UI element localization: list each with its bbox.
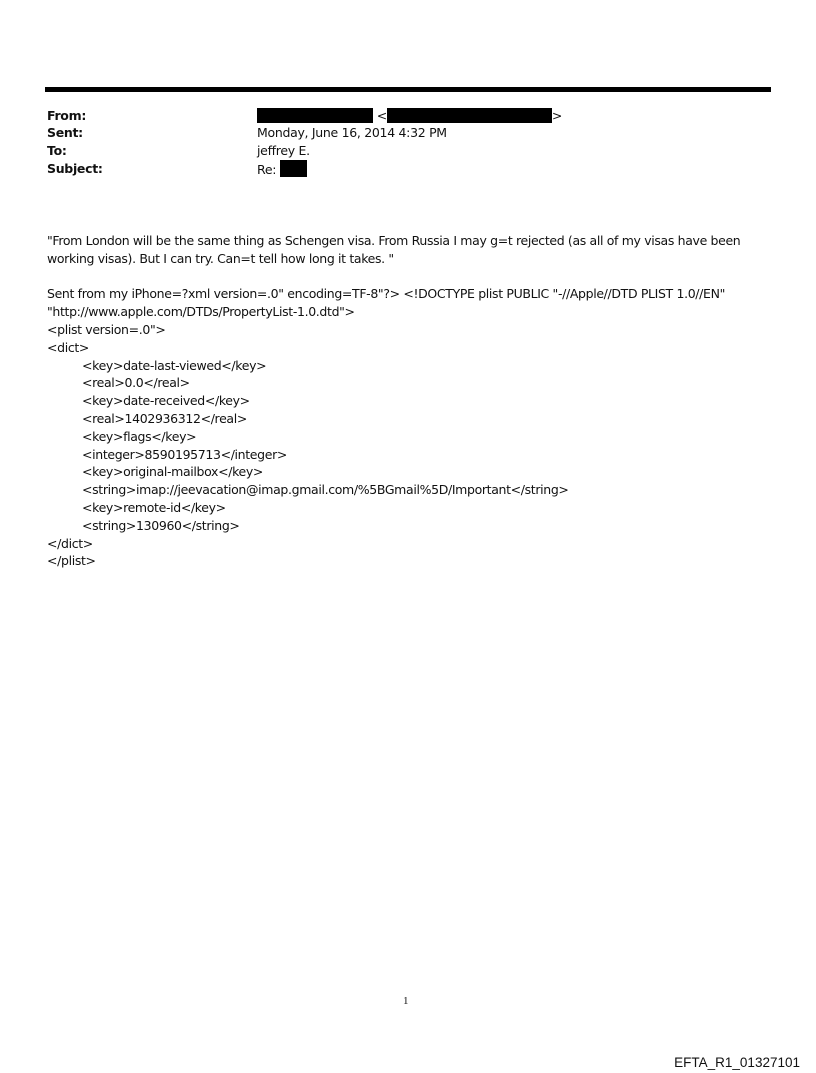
sent-value: Monday, June 16, 2014 4:32 PM bbox=[257, 125, 447, 140]
body-line: Sent from my iPhone=?xml version=.0" encoding=TF-8"?> <!DOCTYPE plist PUBLIC "-//Apple//DTD PLIST 1.0//EN" bbox=[47, 286, 725, 302]
body-line: <plist version=.0"> bbox=[47, 321, 166, 337]
body-line: </plist> bbox=[47, 553, 96, 569]
body-line: working visas). But I can try. Can=t tell how long it takes. " bbox=[47, 250, 394, 266]
sent-label: Sent: bbox=[47, 125, 83, 140]
blank-line bbox=[47, 268, 777, 286]
subject-label: Subject: bbox=[47, 161, 103, 176]
to-label: To: bbox=[47, 143, 67, 158]
body-line: </dict> bbox=[47, 535, 93, 551]
dict-line: <key>flags</key> bbox=[82, 428, 197, 444]
header-rule bbox=[45, 87, 771, 92]
body-line: "From London will be the same thing as Schengen visa. From Russia I may g=t rejected (as all of my visas have been bbox=[47, 233, 741, 248]
from-label: From: bbox=[47, 108, 87, 123]
dict-line: <key>date-last-viewed</key> bbox=[82, 357, 267, 373]
page-number: 1 bbox=[403, 995, 409, 1007]
dict-line: <real>0.0</real> bbox=[82, 375, 190, 391]
redaction-sender-name bbox=[257, 108, 373, 123]
from-value: < > bbox=[257, 107, 562, 125]
dict-line: <string>imap://jeevacation@imap.gmail.com/%5BGmail%5D/Important</string> bbox=[82, 482, 569, 498]
to-value: jeffrey E. bbox=[257, 143, 310, 158]
body-line: <dict> bbox=[47, 339, 90, 355]
email-body bbox=[47, 232, 777, 570]
dict-line: <string>130960</string> bbox=[82, 517, 240, 533]
dict-line: <key>remote-id</key> bbox=[82, 499, 226, 515]
dict-line: <integer>8590195713</integer> bbox=[82, 446, 287, 462]
body-line: "http://www.apple.com/DTDs/PropertyList-1.0.dtd"> bbox=[47, 304, 355, 320]
dict-line: <real>1402936312</real> bbox=[82, 410, 247, 426]
document-id: EFTA_R1_01327101 bbox=[674, 1055, 800, 1070]
dict-line: <key>date-received</key> bbox=[82, 393, 250, 409]
redaction-subject bbox=[280, 160, 307, 177]
dict-line: <key>original-mailbox</key> bbox=[82, 464, 264, 480]
redaction-sender-email bbox=[387, 108, 552, 123]
subject-value: Re: bbox=[257, 160, 307, 179]
